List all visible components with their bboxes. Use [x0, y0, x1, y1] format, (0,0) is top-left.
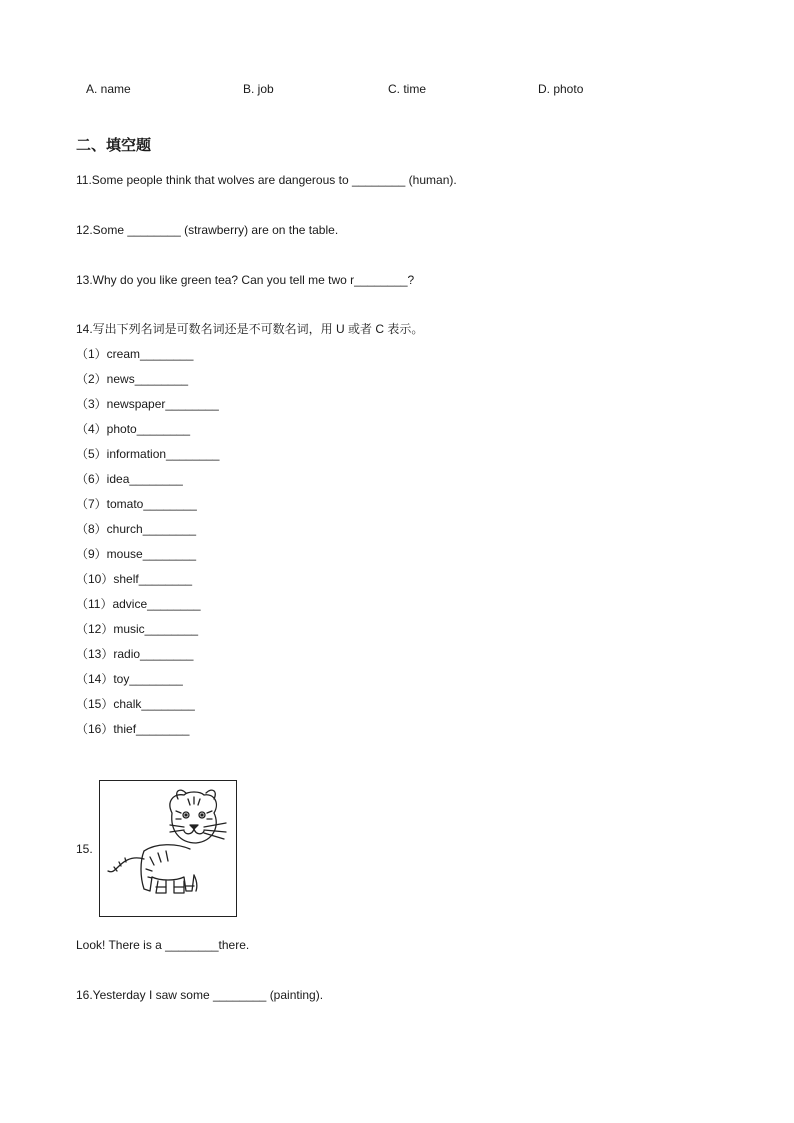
- option-a: A. name: [86, 82, 131, 96]
- question-14-item: （12）music________: [76, 622, 199, 636]
- question-15-image: [99, 780, 237, 917]
- option-c: C. time: [388, 82, 427, 96]
- question-11: 11.Some people think that wolves are dangerous to ________ (human).: [76, 173, 457, 187]
- question-14-item: （2）news________: [76, 372, 189, 386]
- question-14-item: （16）thief________: [76, 722, 190, 736]
- question-14-item: （1）cream________: [76, 347, 194, 361]
- question-14-item: （14）toy________: [76, 672, 183, 686]
- question-14-item: （15）chalk________: [76, 697, 195, 711]
- option-d: D. photo: [538, 82, 584, 96]
- question-14-item: （6）idea________: [76, 472, 183, 486]
- question-15-number: 15.: [76, 842, 93, 856]
- question-14-item: （7）tomato________: [76, 497, 197, 511]
- question-14: 14.写出下列名词是可数名词还是不可数名词，用 U 或者 C 表示。: [76, 322, 424, 336]
- question-14-item: （11）advice________: [76, 597, 201, 611]
- option-b: B. job: [243, 82, 274, 96]
- question-12: 12.Some ________ (strawberry) are on the table.: [76, 223, 339, 237]
- question-14-item: （8）church________: [76, 522, 197, 536]
- question-14-item: （5）information________: [76, 447, 220, 461]
- tiger-icon: [100, 781, 235, 915]
- question-14-item: （4）photo________: [76, 422, 191, 436]
- question-14-item: （9）mouse________: [76, 547, 197, 561]
- question-15-text: Look! There is a ________there.: [76, 938, 250, 952]
- question-14-item: （3）newspaper________: [76, 397, 219, 411]
- question-14-item: （10）shelf________: [76, 572, 193, 586]
- question-16: 16.Yesterday I saw some ________ (painting).: [76, 988, 324, 1002]
- section-title: 二、填空题: [76, 137, 152, 154]
- question-13: 13.Why do you like green tea? Can you tell me two r________?: [76, 273, 415, 287]
- question-14-item: （13）radio________: [76, 647, 194, 661]
